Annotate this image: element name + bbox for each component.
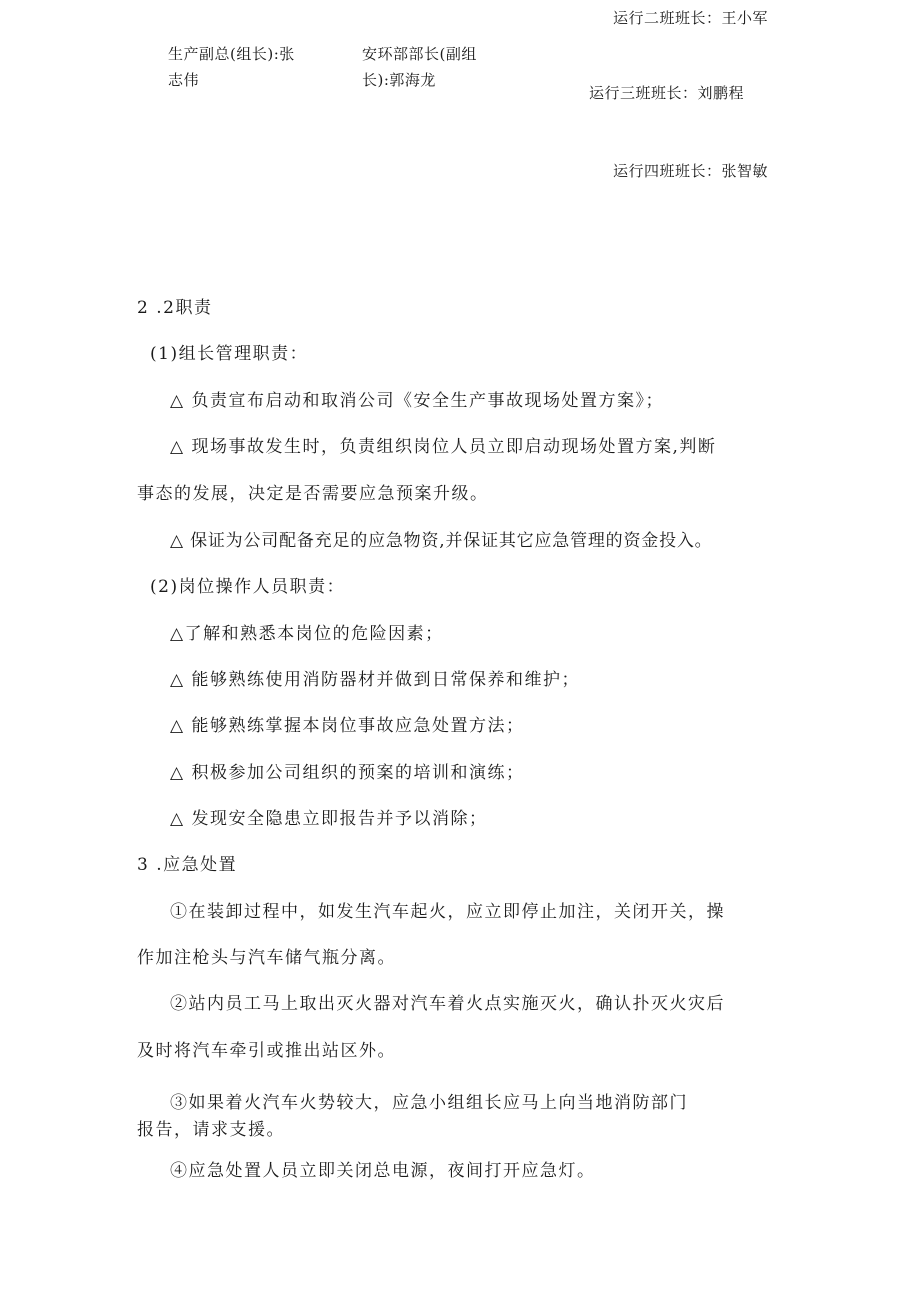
response-step-1: ①在装卸过程中，如发生汽车起火，应立即停止加注，关闭开关，操	[170, 902, 725, 922]
response-step-2: ②站内员工马上取出灭火器对汽车着火点实施灭火，确认扑灭火灾后	[170, 994, 725, 1014]
part2-item-4: △ 积极参加公司组织的预案的培训和演练；	[170, 763, 525, 783]
part2-item-3: △ 能够熟练掌握本岗位事故应急处置方法；	[170, 716, 525, 736]
response-step-2-cont: 及时将汽车牵引或推出站区外。	[137, 1041, 396, 1061]
part1-title: (1)组长管理职责：	[150, 344, 309, 364]
deputy-group-line2: 长):郭海龙	[362, 71, 436, 89]
shift-leader-3: 运行三班班长：刘鹏程	[589, 84, 745, 102]
leader-group-line1: 生产副总(组长):张	[168, 45, 295, 63]
part2-item-2: △ 能够熟练使用消防器材并做到日常保养和维护；	[170, 670, 580, 690]
response-step-1-cont: 作加注枪头与汽车储气瓶分离。	[137, 948, 396, 968]
shift-leader-2: 运行二班班长：王小军	[613, 9, 769, 27]
part2-item-5: △ 发现安全隐患立即报告并予以消除；	[170, 809, 488, 829]
part1-item-3: △ 保证为公司配备充足的应急物资,并保证其它应急管理的资金投入。	[170, 531, 713, 551]
deputy-group-line1: 安环部部长(副组	[362, 45, 477, 63]
response-step-3-cont: 报告，请求支援。	[137, 1120, 285, 1140]
leader-group-line2: 志伟	[168, 71, 200, 89]
section-heading-2-2: 2 .2职责	[137, 298, 213, 318]
part1-item-2-cont: 事态的发展，决定是否需要应急预案升级。	[137, 484, 489, 504]
shift-leader-4: 运行四班班长：张智敏	[613, 162, 769, 180]
part2-title: (2)岗位操作人员职责：	[150, 577, 346, 597]
section-heading-3: 3 .应急处置	[137, 855, 238, 875]
response-step-3: ③如果着火汽车火势较大，应急小组组长应马上向当地消防部门	[170, 1093, 688, 1113]
part1-item-2: △ 现场事故发生时，负责组织岗位人员立即启动现场处置方案,判断	[170, 437, 717, 457]
part1-item-1: △ 负责宣布启动和取消公司《安全生产事故现场处置方案》；	[170, 391, 664, 411]
response-step-4: ④应急处置人员立即关闭总电源，夜间打开应急灯。	[170, 1161, 596, 1181]
part2-item-1: △了解和熟悉本岗位的危险因素；	[170, 624, 444, 644]
